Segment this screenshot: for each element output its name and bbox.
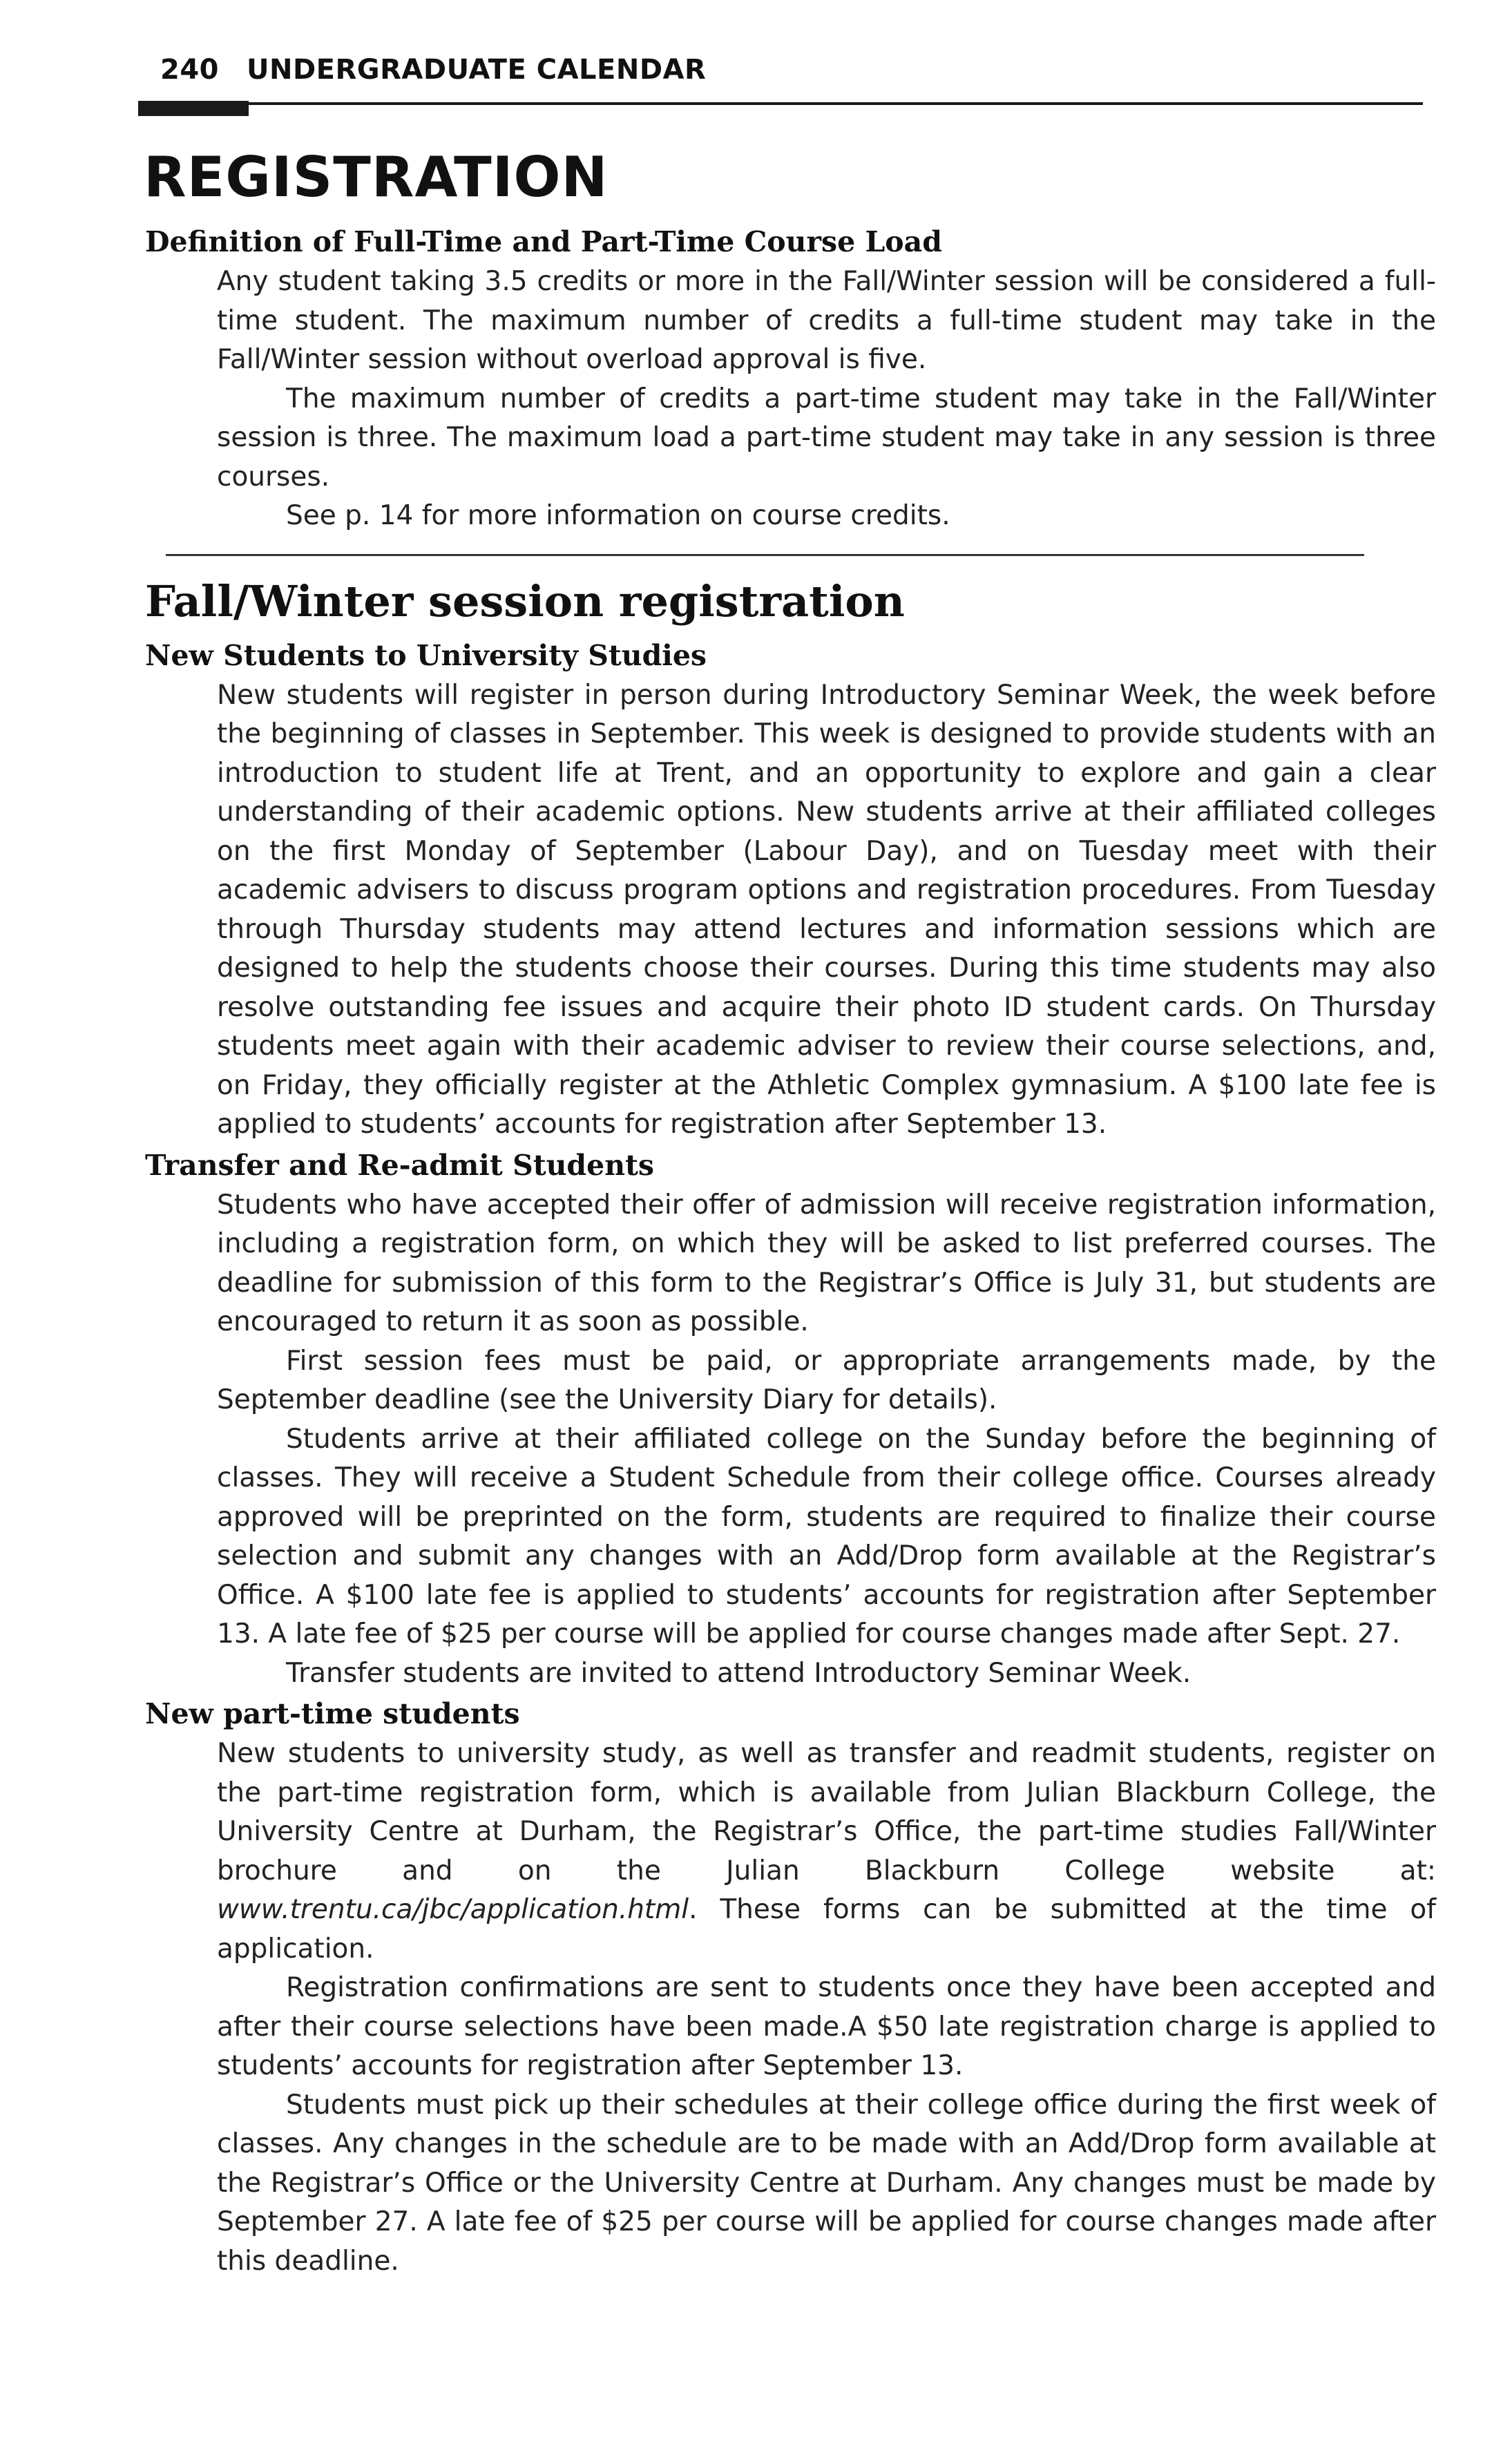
section-divider: [166, 554, 1364, 556]
part-time-text: New students to university study, as well as transfer and readmit students, register on the part-time registration form, which is available from Julian Blackburn College, the University Centre at Durham, the Registrar’s Office, the part-time studies Fall/Winter brochure and on the Julian Blackburn College website at:: [217, 1738, 1436, 1886]
new-students-body: [217, 676, 1436, 1145]
course-load-heading: Definition of Full-Time and Part-Time Course Load: [145, 225, 942, 258]
running-header: [160, 54, 706, 86]
course-load-body: [217, 262, 1436, 536]
fall-winter-heading: Fall/Winter session registration: [145, 575, 905, 627]
transfer-paragraph: Students arrive at their affiliated college on the Sunday before the beginning of classes. They will receive a Student Schedule from their college office. Courses already approved will be preprinted on the form, students are required to finalize their course selection and submit any changes with an Add/Drop form available at the Registrar’s Office. A $100 late fee is applied to students’ accounts for registration after September 13. A late fee of $25 per course will be applied for course changes made after Sept. 27.: [217, 1423, 1436, 1650]
new-students-paragraph: New students will register in person during Introductory Seminar Week, the week before the beginning of classes in September. This week is designed to provide students with an introduction to student life at Trent, and an opportunity to explore and gain a clear understanding of their academic options. New students arrive at their affiliated colleges on the first Monday of September (Labour Day), and on Tuesday meet with their academic advisers to discuss program options and registration procedures. From Tuesday through Thursday students may attend lectures and information sessions which are designed to help the students choose their courses. During this time students may also resolve outstanding fee issues and acquire their photo ID student cards. On Thursday students meet again with their academic adviser to review their course selections, and, on Friday, they officially register at the Athletic Complex gymnasium. A $100 late fee is applied to students’ accounts for registration after September 13.: [217, 679, 1436, 1140]
transfer-paragraph: Students who have accepted their offer of admission will receive registration information, including a registration form, on which they will be asked to list preferred courses. The deadline for submission of this form to the Registrar’s Office is July 31, but students are encouraged to return it as soon as possible.: [217, 1189, 1436, 1337]
transfer-body: [217, 1186, 1436, 1694]
transfer-heading: Transfer and Re-admit Students: [145, 1148, 655, 1182]
course-load-paragraph: See p. 14 for more information on course credits.: [286, 500, 950, 531]
jbc-website-link[interactable]: www.trentu.ca/jbc/application.html: [217, 1894, 689, 1925]
part-time-heading: New part-time students: [145, 1697, 520, 1730]
page-number: 240: [160, 54, 219, 86]
transfer-paragraph: Transfer students are invited to attend Introductory Seminar Week.: [286, 1657, 1192, 1689]
new-students-heading: New Students to University Studies: [145, 638, 707, 672]
part-time-paragraph: [217, 1734, 1436, 1969]
page-title: REGISTRATION: [144, 145, 609, 209]
page-content: [145, 221, 1444, 2281]
header-rule: [138, 102, 1423, 105]
part-time-text: . These forms can be submitted at the time of application.: [217, 1894, 1436, 1965]
part-time-paragraph: Registration confirmations are sent to students once they have been accepted and after their course selections have been made.A $50 late registration charge is applied to students’ accounts for registration after September 13.: [217, 1972, 1436, 2081]
course-load-paragraph: Any student taking 3.5 credits or more in the Fall/Winter session will be considered a full-time student. The maximum number of credits a full-time student may take in the Fall/Winter session without overload approval is five.: [217, 266, 1436, 375]
course-load-paragraph: The maximum number of credits a part-time student may take in the Fall/Winter session is three. The maximum load a part-time student may take in any session is three courses.: [217, 383, 1436, 493]
calendar-title: UNDERGRADUATE CALENDAR: [247, 54, 707, 86]
part-time-body: [217, 1734, 1436, 2281]
part-time-paragraph: Students must pick up their schedules at their college office during the first week of classes. Any changes in the schedule are to be made with an Add/Drop form available at the Registrar’s Office or the University Centre at Durham. Any changes must be made by September 27. A late fee of $25 per course will be applied for course changes made after this deadline.: [217, 2089, 1436, 2277]
transfer-paragraph: First session fees must be paid, or appropriate arrangements made, by the September deadline (see the University Diary for details).: [217, 1345, 1436, 1415]
